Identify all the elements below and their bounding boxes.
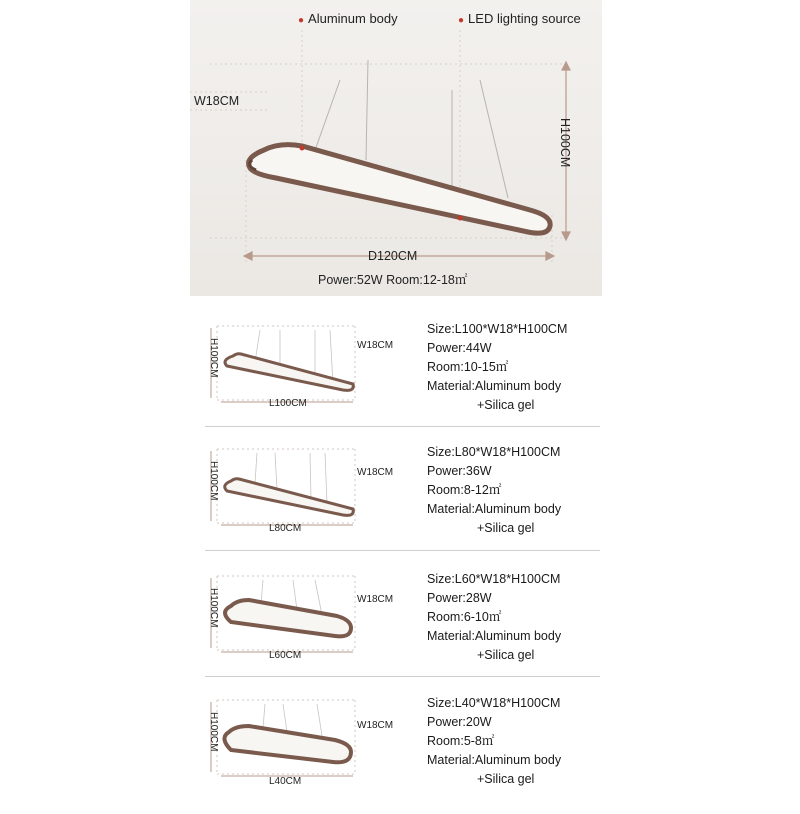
marker-dot-icon: ● [298,15,305,26]
spec-size: Size:L100*W18*H100CM [427,322,568,336]
spec-material: Material:Aluminum body [427,753,562,767]
spec-material: Material:Aluminum body [427,379,562,393]
hero-width-label: W18CM [194,94,240,108]
variant-row [205,570,605,690]
spec-material-extra: +Silica gel [477,648,535,662]
variant-lamp-drawing [205,570,395,680]
variant-lamp-drawing [205,320,395,430]
hero-product-drawing [190,0,602,296]
hero-diameter-label: D120CM [368,249,418,263]
variant-row [205,443,605,563]
spec-material-extra: +Silica gel [477,398,535,412]
spec-power: Power:36W [427,464,492,478]
variant-spec [427,694,561,789]
callout-led-source: ● LED lighting source [458,11,581,26]
variant-height-label: H100CM [208,712,219,752]
spec-material: Material:Aluminum body [427,502,562,516]
spec-size: Size:L40*W18*H100CM [427,696,561,710]
spec-power: Power:28W [427,591,492,605]
spec-material: Material:Aluminum body [427,629,562,643]
row-divider [205,550,600,551]
spec-size: Size:L80*W18*H100CM [427,445,561,459]
row-divider [205,676,600,677]
marker-dot-icon: ● [458,15,465,26]
spec-power: Power:20W [427,715,492,729]
variant-row [205,694,605,814]
spec-room: Room:8-12㎡ [427,483,502,497]
spec-room: Room:10-15㎡ [427,360,509,374]
hero-height-label: H100CM [558,118,572,168]
variant-height-label: H100CM [208,588,219,628]
variant-length-label: L60CM [269,650,302,661]
variant-row [205,320,605,440]
variant-height-label: H100CM [208,338,219,378]
spec-material-extra: +Silica gel [477,772,535,786]
spec-size: Size:L60*W18*H100CM [427,572,561,586]
spec-power: Power:44W [427,341,492,355]
variant-width-label: W18CM [357,594,394,605]
variant-width-label: W18CM [357,340,394,351]
spec-room: Room:5-8㎡ [427,734,495,748]
row-divider [205,426,600,427]
variant-spec [427,443,561,538]
variant-lamp-drawing [205,443,395,553]
variant-width-label: W18CM [357,720,394,731]
hero-power-room: Power:52W Room:12-18㎡ [318,273,468,287]
variant-length-label: L80CM [269,523,302,534]
variant-height-label: H100CM [208,461,219,501]
spec-material-extra: +Silica gel [477,521,535,535]
variant-length-label: L40CM [269,776,302,787]
variant-spec [427,570,561,665]
variant-length-label: L100CM [269,398,307,409]
variant-spec [427,320,567,415]
variant-lamp-drawing [205,694,395,804]
spec-room: Room:6-10㎡ [427,610,502,624]
callout-aluminum-body: ● Aluminum body [298,11,398,26]
variant-width-label: W18CM [357,467,394,478]
